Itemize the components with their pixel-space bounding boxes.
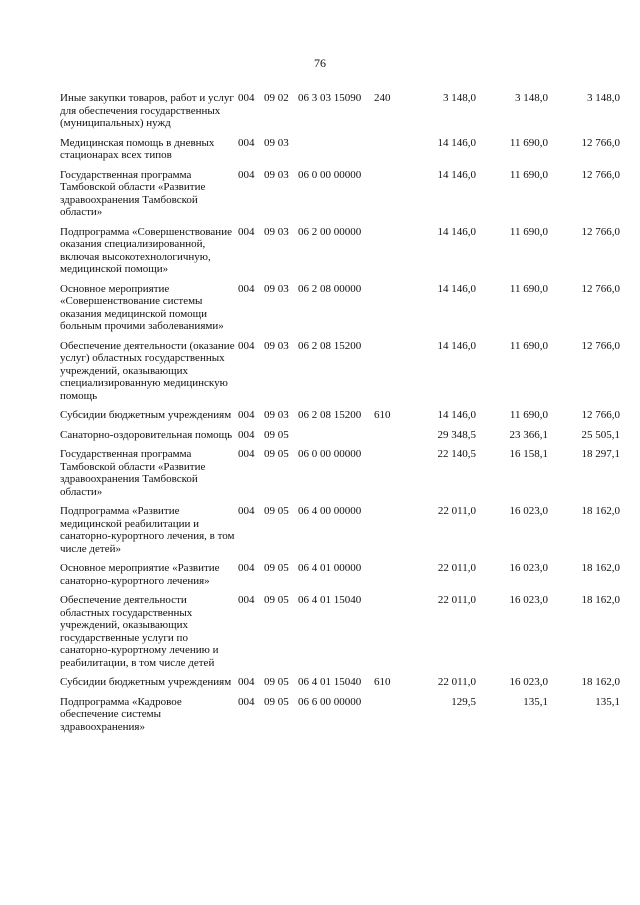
row-section-code: 09 03 xyxy=(264,282,289,295)
table-row xyxy=(60,169,620,226)
row-amount-year-2: 16 023,0 xyxy=(509,594,548,606)
row-target-article xyxy=(298,137,374,169)
page-number: 76 xyxy=(314,56,326,70)
row-amount-year-2: 3 148,0 xyxy=(515,92,548,104)
table-row xyxy=(60,283,620,340)
row-amount-year-3: 18 297,1 xyxy=(581,448,620,460)
row-amount-year-1: 22 140,5 xyxy=(437,448,476,460)
row-amount-year-3: 12 766,0 xyxy=(581,168,620,181)
row-amount-year-2: 23 366,1 xyxy=(509,428,548,441)
row-section-code: 09 03 xyxy=(264,168,289,181)
row-section-code: 09 02 xyxy=(264,92,289,104)
row-expense-type xyxy=(374,283,404,340)
row-target-article: 06 2 08 15200 xyxy=(298,339,362,352)
row-expense-type: 240 xyxy=(374,92,391,104)
row-amount-year-1: 22 011,0 xyxy=(437,505,476,517)
row-amount-year-1: 29 348,5 xyxy=(437,428,476,441)
table-row xyxy=(60,137,620,169)
row-name: Иные закупки товаров, работ и услуг для обеспечения государственных (муниципальных) нужд xyxy=(60,92,234,129)
row-amount-year-3: 18 162,0 xyxy=(581,505,620,517)
budget-table xyxy=(60,92,620,740)
row-amount-year-2: 135,1 xyxy=(523,695,548,708)
row-amount-year-1: 14 146,0 xyxy=(437,225,476,238)
row-section-code: 09 03 xyxy=(264,339,289,352)
row-amount-year-2: 11 690,0 xyxy=(509,409,548,421)
row-expense-type xyxy=(374,562,404,594)
row-target-article: 06 3 03 15090 xyxy=(298,92,362,104)
row-department-code: 004 xyxy=(238,448,255,460)
row-department-code: 004 xyxy=(238,136,255,149)
row-department-code: 004 xyxy=(238,409,255,421)
row-expense-type xyxy=(374,594,404,676)
table-row xyxy=(60,226,620,283)
row-department-code: 004 xyxy=(238,428,255,441)
row-target-article: 06 4 01 00000 xyxy=(298,562,362,574)
row-target-article xyxy=(298,429,374,449)
row-name: Обеспечение деятельности (оказание услуг) областных государственных учреждений, оказывающих специализированную медицинскую помощь xyxy=(60,339,235,402)
row-department-code: 004 xyxy=(238,92,255,104)
row-expense-type xyxy=(374,448,404,505)
budget-table-body xyxy=(60,92,620,740)
row-section-code: 09 05 xyxy=(264,594,289,606)
row-department-code: 004 xyxy=(238,225,255,238)
row-amount-year-1: 3 148,0 xyxy=(443,92,476,104)
row-section-code: 09 05 xyxy=(264,448,289,460)
row-amount-year-2: 11 690,0 xyxy=(509,136,548,149)
row-expense-type: 610 xyxy=(374,409,391,421)
row-amount-year-1: 14 146,0 xyxy=(437,136,476,149)
row-section-code: 09 03 xyxy=(264,225,289,238)
row-name: Подпрограмма «Совершенствование оказания специализированной, включая высокотехнологичную, медицинской помощи» xyxy=(60,225,232,275)
row-amount-year-3: 18 162,0 xyxy=(581,562,620,574)
table-row xyxy=(60,562,620,594)
row-amount-year-2: 16 023,0 xyxy=(509,562,548,574)
row-target-article: 06 4 00 00000 xyxy=(298,505,362,517)
row-name: Субсидии бюджетным учреждениям xyxy=(60,676,232,688)
row-expense-type: 610 xyxy=(374,676,391,688)
row-target-article: 06 6 00 00000 xyxy=(298,695,362,708)
row-expense-type xyxy=(374,340,404,410)
table-row xyxy=(60,448,620,505)
row-amount-year-2: 11 690,0 xyxy=(509,225,548,238)
table-row xyxy=(60,594,620,676)
row-amount-year-3: 12 766,0 xyxy=(581,136,620,149)
row-amount-year-3: 25 505,1 xyxy=(581,428,620,441)
row-department-code: 004 xyxy=(238,562,255,574)
row-section-code: 09 05 xyxy=(264,428,289,441)
row-amount-year-3: 12 766,0 xyxy=(581,409,620,421)
row-section-code: 09 05 xyxy=(264,505,289,517)
row-amount-year-2: 11 690,0 xyxy=(509,168,548,181)
row-section-code: 09 03 xyxy=(264,136,289,149)
row-amount-year-2: 16 023,0 xyxy=(509,505,548,517)
row-expense-type xyxy=(374,169,404,226)
row-target-article: 06 0 00 00000 xyxy=(298,168,362,181)
row-department-code: 004 xyxy=(238,594,255,606)
row-amount-year-3: 3 148,0 xyxy=(587,92,620,104)
table-row xyxy=(60,505,620,562)
row-department-code: 004 xyxy=(238,168,255,181)
row-name: Основное мероприятие «Развитие санаторно-курортного лечения» xyxy=(60,562,220,587)
row-amount-year-1: 14 146,0 xyxy=(437,409,476,421)
row-target-article: 06 2 08 15200 xyxy=(298,409,362,421)
row-amount-year-2: 16 023,0 xyxy=(509,676,548,688)
row-amount-year-3: 12 766,0 xyxy=(581,339,620,352)
row-amount-year-1: 22 011,0 xyxy=(437,594,476,606)
row-amount-year-1: 22 011,0 xyxy=(437,676,476,688)
table-row xyxy=(60,409,620,429)
row-expense-type xyxy=(374,505,404,562)
row-amount-year-2: 16 158,1 xyxy=(509,448,548,460)
row-amount-year-3: 12 766,0 xyxy=(581,225,620,238)
row-section-code: 09 03 xyxy=(264,409,289,421)
table-row xyxy=(60,696,620,741)
row-target-article: 06 4 01 15040 xyxy=(298,676,362,688)
row-name: Государственная программа Тамбовской области «Развитие здравоохранения Тамбовской области» xyxy=(60,168,206,218)
row-name: Обеспечение деятельности областных государственных учреждений, оказывающих государственные услуги по санаторно-курортному лечению и реабилитации, в том числе детей xyxy=(60,594,219,669)
row-amount-year-3: 12 766,0 xyxy=(581,282,620,295)
row-amount-year-1: 14 146,0 xyxy=(437,339,476,352)
row-department-code: 004 xyxy=(238,339,255,352)
row-target-article: 06 2 08 00000 xyxy=(298,282,362,295)
row-amount-year-1: 129,5 xyxy=(451,695,476,708)
row-section-code: 09 05 xyxy=(264,695,289,708)
table-row xyxy=(60,676,620,696)
row-department-code: 004 xyxy=(238,505,255,517)
row-department-code: 004 xyxy=(238,695,255,708)
row-amount-year-3: 18 162,0 xyxy=(581,676,620,688)
row-target-article: 06 4 01 15040 xyxy=(298,594,362,606)
row-target-article: 06 0 00 00000 xyxy=(298,448,362,460)
row-expense-type xyxy=(374,226,404,283)
row-target-article: 06 2 00 00000 xyxy=(298,225,362,238)
row-amount-year-1: 14 146,0 xyxy=(437,168,476,181)
row-amount-year-1: 22 011,0 xyxy=(437,562,476,574)
row-amount-year-2: 11 690,0 xyxy=(509,282,548,295)
row-amount-year-3: 18 162,0 xyxy=(581,594,620,606)
row-amount-year-1: 14 146,0 xyxy=(437,282,476,295)
table-row xyxy=(60,429,620,449)
table-row xyxy=(60,340,620,410)
row-name: Подпрограмма «Развитие медицинской реабилитации и санаторно-курортного лечения, в том числе детей» xyxy=(60,505,235,555)
row-name: Основное мероприятие «Совершенствование системы оказания медицинской помощи больным прочими заболеваниями» xyxy=(60,282,224,332)
row-name: Субсидии бюджетным учреждениям xyxy=(60,409,232,421)
row-section-code: 09 05 xyxy=(264,676,289,688)
row-department-code: 004 xyxy=(238,282,255,295)
table-row xyxy=(60,92,620,137)
row-name: Санаторно-оздоровительная помощь xyxy=(60,428,233,441)
row-amount-year-3: 135,1 xyxy=(595,695,620,708)
row-name: Медицинская помощь в дневных стационарах всех типов xyxy=(60,136,215,161)
row-amount-year-2: 11 690,0 xyxy=(509,339,548,352)
row-name: Подпрограмма «Кадровое обеспечение системы здравоохранения» xyxy=(60,695,182,733)
row-section-code: 09 05 xyxy=(264,562,289,574)
row-expense-type xyxy=(374,696,404,741)
row-expense-type xyxy=(374,137,404,169)
row-department-code: 004 xyxy=(238,676,255,688)
row-expense-type xyxy=(374,429,404,449)
row-name: Государственная программа Тамбовской области «Развитие здравоохранения Тамбовской области» xyxy=(60,448,206,498)
